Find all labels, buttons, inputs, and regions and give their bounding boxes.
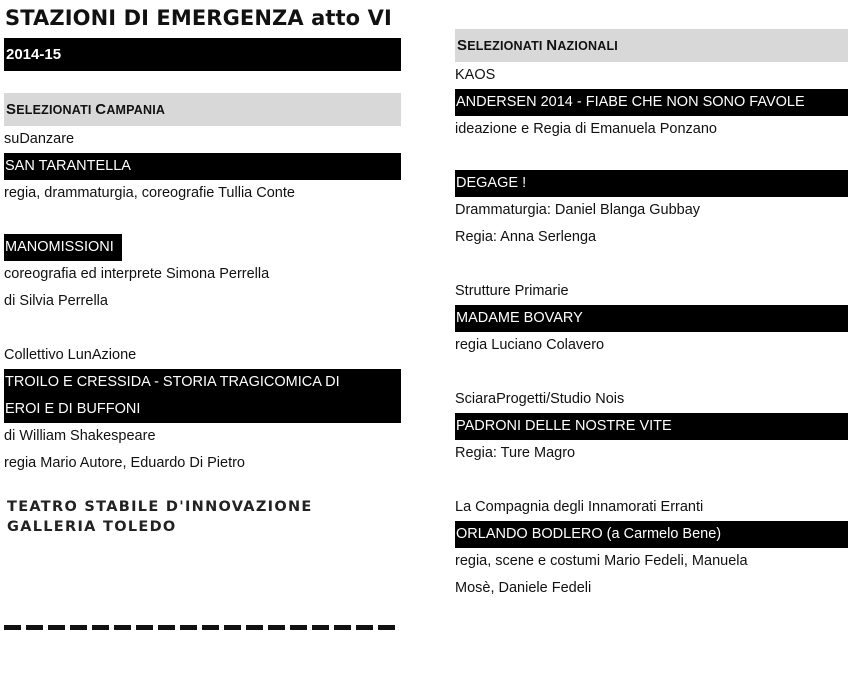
company-name: suDanzare (4, 131, 75, 147)
venue-name (7, 497, 401, 537)
credits-line: coreografia ed interprete Simona Perrella (4, 266, 270, 282)
show-title-bar: SAN TARANTELLA (4, 153, 401, 180)
show-title-bar: ORLANDO BODLERO (a Carmelo Bene) (455, 521, 848, 548)
show-title-bar: MANOMISSIONI (4, 234, 122, 261)
section-heading-nazionali: SELEZIONATI NAZIONALI (455, 29, 848, 62)
company-name: La Compagnia degli Innamorati Erranti (455, 499, 704, 515)
credits-line: regia Luciano Colavero (455, 337, 605, 353)
left-column (4, 0, 401, 537)
show-title-bar: ANDERSEN 2014 - FIABE CHE NON SONO FAVOLE (455, 89, 848, 116)
credits-line: Regia: Anna Serlenga (455, 229, 597, 245)
dashed-divider (4, 625, 398, 630)
company-name: Collettivo LunAzione (4, 347, 137, 363)
show-title-bar: EROI E DI BUFFONI (4, 396, 401, 423)
company-name: KAOS (455, 67, 496, 83)
credits-line: di Silvia Perrella (4, 293, 108, 309)
credits-line: regia, drammaturgia, coreografie Tullia Conte (4, 185, 295, 201)
credits-line: regia Mario Autore, Eduardo Di Pietro (4, 455, 245, 471)
section-heading-campania: SELEZIONATI CAMPANIA (4, 93, 401, 126)
credits-line: Mosè, Daniele Fedeli (455, 580, 592, 596)
credits-line: ideazione e Regia di Emanuela Ponzano (455, 121, 717, 137)
credits-line: Regia: Ture Magro (455, 445, 576, 461)
credits-line: Drammaturgia: Daniel Blanga Gubbay (455, 202, 701, 218)
show-title-bar: DEGAGE ! (455, 170, 848, 197)
right-column (455, 0, 848, 602)
page-title: STAZIONI DI EMERGENZA atto VI (5, 6, 392, 30)
show-title-bar: TROILO E CRESSIDA - STORIA TRAGICOMICA DI (4, 369, 401, 396)
company-name: SciaraProgetti/Studio Nois (455, 391, 625, 407)
company-name: Strutture Primarie (455, 283, 569, 299)
venue-line: TEATRO STABILE D'INNOVAZIONE (7, 499, 313, 515)
credits-line: di William Shakespeare (4, 428, 156, 444)
credits-line: regia, scene e costumi Mario Fedeli, Manuela (455, 553, 748, 569)
venue-line: GALLERIA TOLEDO (7, 519, 177, 535)
season-year-bar: 2014-15 (4, 38, 401, 71)
show-title-bar: MADAME BOVARY (455, 305, 848, 332)
show-title-bar: PADRONI DELLE NOSTRE VITE (455, 413, 848, 440)
